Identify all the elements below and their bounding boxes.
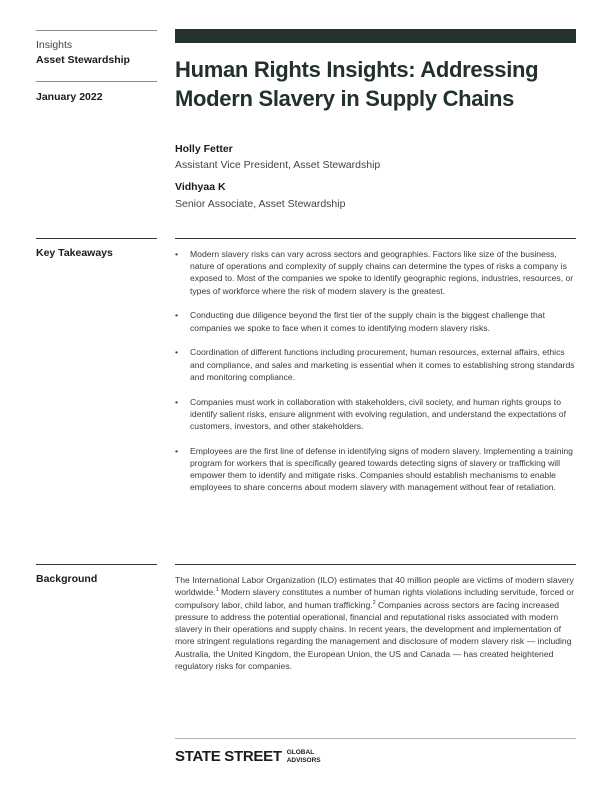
- takeaways-rule-left: [36, 238, 157, 239]
- key-takeaways-list: [175, 248, 575, 506]
- bullet-icon: •: [175, 347, 179, 358]
- background-rule-left: [36, 564, 157, 565]
- list-item: [175, 248, 575, 297]
- takeaway-text-4: Companies must work in collaboration with stakeholders, civil society, and human rights groups to identify salient risks, ensure alignment with evolving regulation, and understand the expectations of customers, investors, and other stakeholders.: [190, 396, 566, 432]
- title-line-2: Modern Slavery in Supply Chains: [175, 86, 515, 111]
- header-bar: [175, 29, 576, 43]
- publication-date: January 2022: [36, 91, 103, 103]
- logo-subtext-line-2: ADVISORS: [286, 756, 321, 764]
- takeaway-text-2: Conducting due diligence beyond the first tier of the supply chain is the biggest challenge that companies we spoke to face when it comes to identifying modern slavery risks.: [190, 310, 545, 333]
- list-item: [175, 346, 575, 383]
- background-text-1: The International Labor Organization (ILO) estimates that 40 million people are victims of modern slavery worldwide.: [175, 575, 574, 598]
- page-title: [175, 55, 575, 113]
- bullet-icon: •: [175, 445, 179, 456]
- background-paragraph: [175, 574, 577, 672]
- bullet-icon: •: [175, 396, 179, 407]
- takeaway-text-5: Employees are the first line of defense in identifying signs of modern slavery. Implementing a training program for workers that is specifically geared towards detecting signs of slavery or trafficking will empower them to identify and mitigate risks. Companies should establish mechanisms to enable employees to share concerns about modern slavery with management without fear of retaliation.: [190, 445, 573, 493]
- date-rule: [36, 81, 157, 82]
- footer-rule: [175, 738, 576, 739]
- author-role-2: Senior Associate, Asset Stewardship: [175, 198, 346, 210]
- background-heading: Background: [36, 573, 98, 585]
- author-role-1: Assistant Vice President, Asset Stewardship: [175, 159, 381, 171]
- logo-wordmark: STATE STREET: [175, 748, 282, 765]
- background-rule-right: [175, 564, 576, 565]
- background-text-2: Modern slavery constitutes a number of human rights violations including servitude, forced or compulsory labor, child labor, and human trafficking.: [175, 587, 575, 610]
- list-item: [175, 396, 575, 433]
- footnote-ref-2[interactable]: 2: [372, 599, 376, 606]
- background-text-3: Companies across sectors are facing increased pressure to address the potential operational, financial and reputational risks associated with modern slavery in their operations and supply chains. In recent years, the development and implementation of more stringent regulations regarding the management and disclosure of modern slavery risk — including Australia, the United Kingdom, the European Union, the US and Canada — has created heightened regulatory risks for companies.: [175, 599, 572, 672]
- title-line-1: Human Rights Insights: Addressing: [175, 57, 539, 82]
- list-item: [175, 309, 575, 333]
- list-item: [175, 445, 575, 494]
- bullet-icon: •: [175, 310, 179, 321]
- category-label: Insights: [36, 39, 73, 51]
- bullet-icon: •: [175, 249, 179, 259]
- logo-subtext: [287, 749, 321, 764]
- logo-subtext-line-1: GLOBAL: [286, 749, 315, 756]
- footnote-ref-1[interactable]: 1: [215, 587, 219, 594]
- state-street-logo: [175, 748, 321, 765]
- author-name-2: Vidhyaa K: [175, 181, 226, 193]
- key-takeaways-heading: Key Takeaways: [36, 247, 113, 259]
- takeaway-text-1: Modern slavery risks can vary across sectors and geographies. Factors like size of the business, nature of operations and complexity of supply chains can determine the types of risks a company is exposed to. Most of the companies we spoke to identify geographic regions, industries, resources, or types of workforce where the risk of modern slavery is the greatest.: [190, 249, 574, 296]
- takeaways-rule-right: [175, 238, 576, 239]
- top-left-rule: [36, 30, 157, 31]
- subcategory-label: Asset Stewardship: [36, 54, 130, 66]
- author-name-1: Holly Fetter: [175, 143, 233, 155]
- takeaway-text-3: Coordination of different functions including procurement, human resources, external affairs, ethics and compliance, and sales and marketing is essential when it comes to establishing strong standards and monitoring compliance.: [190, 347, 575, 382]
